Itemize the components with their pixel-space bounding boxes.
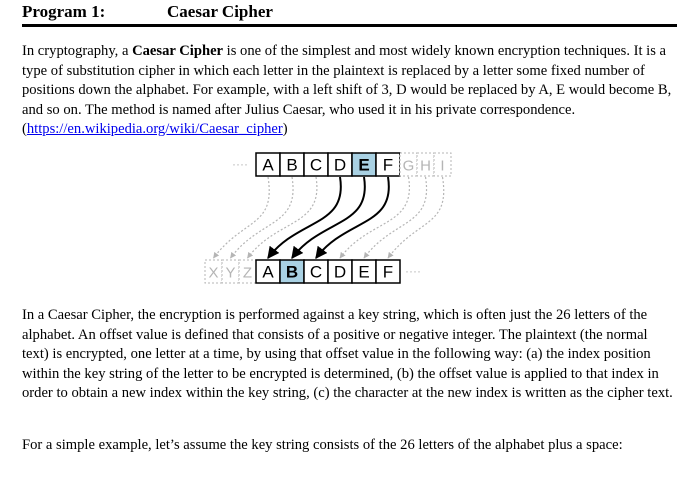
letter-box-x-bottom	[205, 260, 222, 283]
letter-c: C	[309, 155, 323, 175]
intro-text-c: )	[282, 121, 288, 137]
letter-box-z-bottom	[239, 260, 256, 283]
letter-box-a-top	[256, 153, 280, 176]
letter-d: D	[333, 155, 347, 175]
letter-box-i-top	[434, 153, 451, 176]
letter-box-g-top	[400, 153, 417, 176]
letter-box-y-bottom	[222, 260, 239, 283]
letter-g: G	[402, 157, 415, 175]
shift-arrow-c	[248, 177, 317, 258]
letter-d: D	[333, 262, 347, 282]
letter-box-e-bottom	[352, 260, 376, 283]
plaintext-row	[232, 153, 451, 176]
letter-f: F	[382, 155, 394, 175]
wikipedia-link[interactable]: https://en.wikipedia.org/wiki/Caesar_cipher	[26, 121, 283, 137]
intro-bold-term: Caesar Cipher	[132, 43, 224, 59]
letter-b: B	[285, 262, 299, 282]
shift-arrow-f	[316, 177, 389, 258]
letter-e: E	[358, 155, 370, 175]
ciphertext-row	[205, 260, 421, 283]
letter-a: A	[262, 155, 274, 175]
ellipsis-left: ····	[232, 157, 248, 171]
shift-arrows	[214, 177, 444, 258]
letter-z: Z	[242, 264, 253, 282]
shift-arrow-i	[388, 177, 444, 258]
letter-box-c-bottom	[304, 260, 328, 283]
letter-y: Y	[225, 264, 236, 282]
letter-b: B	[286, 155, 298, 175]
letter-x: X	[208, 264, 219, 282]
letter-i: I	[440, 157, 445, 175]
explanation-paragraph: In a Caesar Cipher, the encryption is performed against a key string, which is often just the 26 letters of the alphabet. An offset value is defined that consists of a positive or negative integer. The plaintext (the normal text) is encrypted, one letter at a time, by using that offset value in the following way: (a) the index position within the key string of the letter to be encrypted is determined, (b) the offset value is applied to that index in order to obtain a new index within the key string, (c) the character at the new index is written as the cipher text.	[22, 307, 673, 401]
letter-f: F	[382, 262, 394, 282]
letter-c: C	[309, 262, 323, 282]
letter-h: H	[420, 157, 431, 175]
letter-a: A	[262, 262, 274, 282]
example-paragraph: For a simple example, let’s assume the key string consists of the 26 letters of the alphabet plus a space:	[22, 437, 623, 453]
letter-box-b-top	[280, 153, 304, 176]
letter-box-e-top	[352, 153, 376, 176]
letter-box-d-bottom	[328, 260, 352, 283]
letter-box-f-top	[376, 153, 400, 176]
letter-box-a-bottom	[256, 260, 280, 283]
letter-box-c-top	[304, 153, 328, 176]
letter-box-h-top	[417, 153, 434, 176]
program-label: Program 1:	[22, 2, 106, 21]
letter-e: E	[358, 262, 370, 282]
page-title: Caesar Cipher	[167, 2, 273, 21]
shift-arrow-b	[231, 177, 294, 258]
letter-box-b-bottom	[280, 260, 304, 283]
letter-box-f-bottom	[376, 260, 400, 283]
ellipsis-right: ····	[405, 264, 421, 278]
intro-text-a: In cryptography, a	[22, 43, 133, 59]
letter-box-d-top	[328, 153, 352, 176]
intro-text-b: is one of the simplest and most widely known encryption techniques. It is a type of substitution cipher in which each letter in the plaintext is replaced by a letter some fixed number of positions down the alphabet. For example, with a left shift of 3, D would be replaced by A, E would become B, and so on. The method is named after Julius Caesar, who used it in his private correspondence. (	[22, 43, 672, 137]
